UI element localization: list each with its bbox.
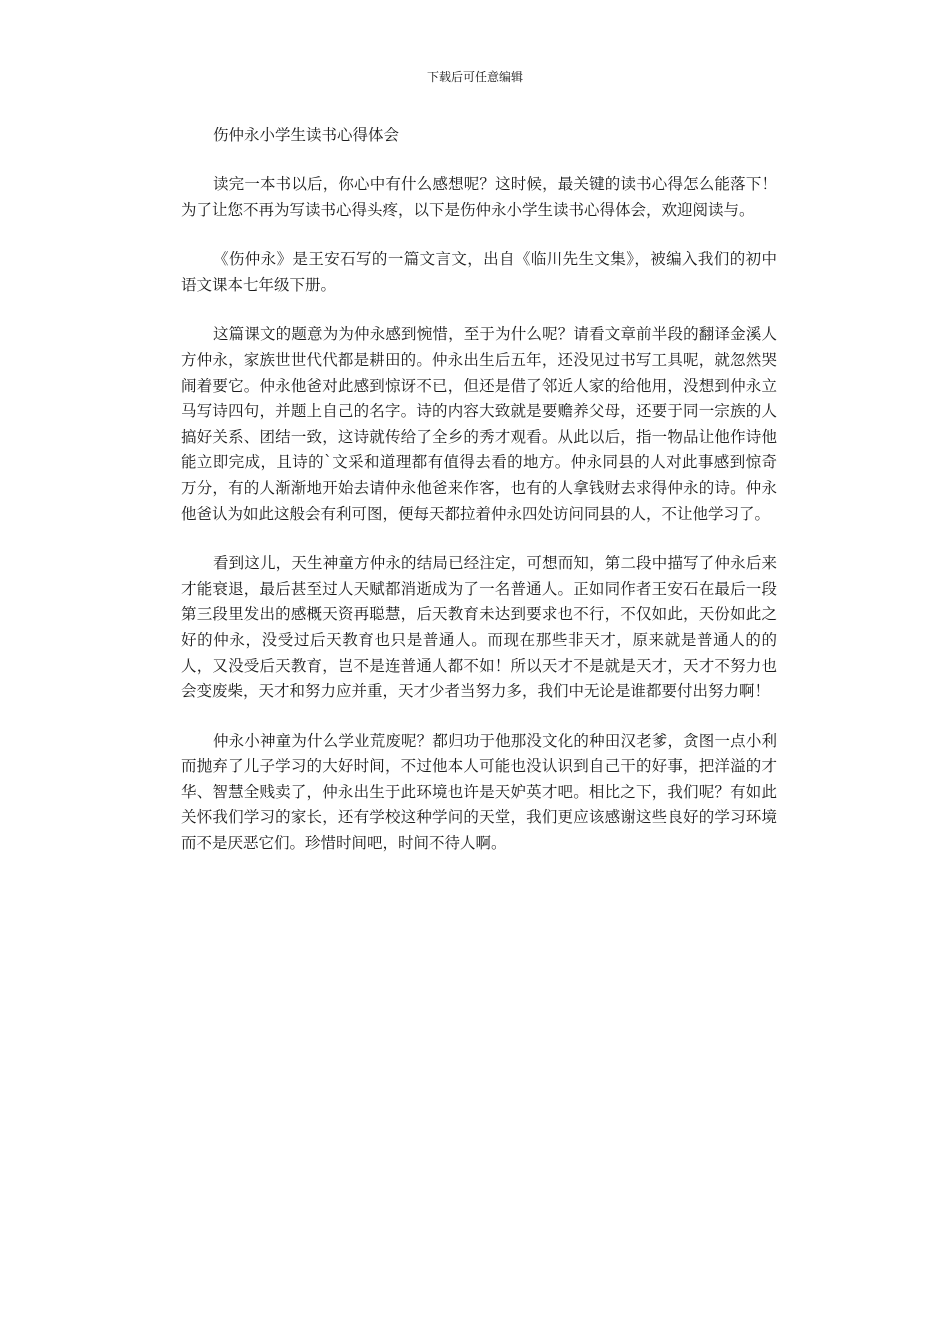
paragraph-conclusion: 仲永小神童为什么学业荒废呢？都归功于他那没文化的种田汉老爹，贪图一点小利而抛弃了儿子学习的大好时间，不过他本人可能也没认识到自己干的好事，把洋溢的才华、智慧全贱卖了，仲永出生于此环境也许是天妒英才吧。相比之下，我们呢？有如此关怀我们学习的家长，还有学校这种学问的天堂，我们更应该感谢这些良好的学习环境而不是厌恶它们。珍惜时间吧，时间不待人啊。 — [181, 731, 777, 853]
header-note: 下载后可任意编辑 — [426, 70, 523, 84]
paragraph-analysis: 看到这儿，天生神童方仲永的结局已经注定，可想而知，第二段中描写了仲永后来才能衰退，最后甚至过人天赋都消逝成为了一名普通人。正如同作者王安石在最后一段第三段里发出的感概天资再聪慧，后天教育未达到要求也不行，不仅如此，天份如此之好的仲永，没受过后天教育也只是普通人。而现在那些非天才，原来就是普通人的的人，又没受后天教育，岂不是连普通人都不如！所以天才不是就是天才，天才不努力也会变废柴，天才和努力应并重，天才少者当努力多，我们中无论是谁都要付出努力啊！ — [181, 554, 777, 701]
paragraph-translation: 这篇课文的题意为为仲永感到惋惜，至于为什么呢？请看文章前半段的翻译金溪人方仲永，家族世世代代都是耕田的。仲永出生后五年，还没见过书写工具呢，就忽然哭闹着要它。仲永他爸对此感到惊讶不已，但还是借了邻近人家的给他用，没想到仲永立马写诗四句，并题上自己的名字。诗的内容大致就是要赡养父母，还要于同一宗族的人搞好关系、团结一致，这诗就传给了全乡的秀才观看。从此以后，指一物品让他作诗他能立即完成，且诗的`文采和道理都有值得去看的地方。仲永同县的人对此事感到惊奇万分，有的人渐渐地开始去请仲永他爸来作客，也有的人拿钱财去求得仲永的诗。仲永他爸认为如此这般会有利可图，便每天都拉着仲永四处访问同县的人，不让他学习了。 — [181, 325, 777, 523]
paragraph-intro: 读完一本书以后，你心中有什么感想呢？这时候，最关键的读书心得怎么能落下！为了让您不再为写读书心得头疼，以下是伤仲永小学生读书心得体会，欢迎阅读与。 — [181, 175, 777, 219]
document-title: 伤仲永小学生读书心得体会 — [213, 126, 400, 144]
document-body — [181, 122, 777, 881]
paragraph-source: 《伤仲永》是王安石写的一篇文言文，出自《临川先生文集》，被编入我们的初中语文课本七年级下册。 — [181, 250, 777, 294]
